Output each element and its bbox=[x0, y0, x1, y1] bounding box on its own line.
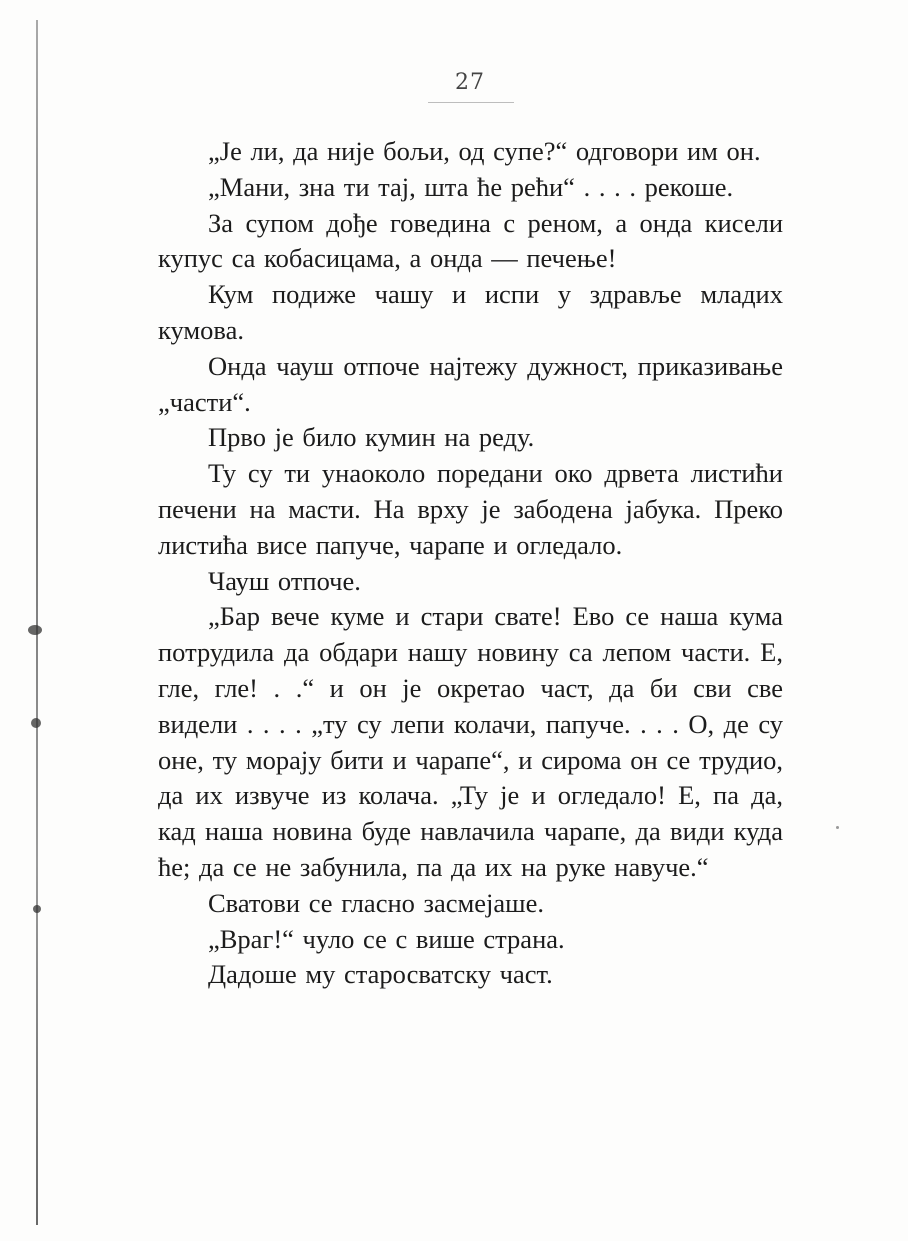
paragraph: „Враг!“ чуло се с више страна. bbox=[208, 923, 565, 954]
binding-edge bbox=[36, 20, 38, 1225]
paragraph: Прво је било кумин на реду. bbox=[208, 422, 535, 453]
ink-spot bbox=[28, 625, 42, 635]
page-number: 27 bbox=[455, 70, 485, 95]
paragraph: За супом дође говедина с реном, а онда кисели купус са кобасицама, а онда — печење! bbox=[158, 207, 783, 274]
paragraph: „Бар вече куме и стари свате! Ево се наша кума потрудила да обдари нашу новину са лепом части. Е, гле, гле! . .“ и он је окретао част, да би сви све видели . . . . „ту су лепи колачи, папуче. . . . О, де су оне, ту морају бити и чарапе“, и сирома он се трудио, да их извуче из колача. „Ту је и огледало! Е, па да, кад наша новина буде навлачила чарапе, да види куда ће; да се не забунила, па да их на руке навуче.“ bbox=[158, 601, 783, 882]
paragraph: Дадоше му старосватску част. bbox=[208, 959, 553, 990]
ink-spot bbox=[31, 718, 41, 728]
paragraph: Ту су ти унаоколо поредани око дрвета листићи печени на масти. На врху је забодена јабука. Преко листића висе папуче, чарапе и огледало. bbox=[158, 458, 783, 560]
body-text bbox=[158, 134, 783, 993]
paragraph: „Мани, зна ти тај, шта ће рећи“ . . . . рекоше. bbox=[208, 171, 734, 202]
stray-dot bbox=[836, 826, 839, 829]
paragraph: Кум подиже чашу и испи у здравље младих кумова. bbox=[158, 279, 783, 345]
ink-spot bbox=[33, 905, 41, 913]
paragraph: Сватови се гласно засмејаше. bbox=[208, 887, 544, 918]
paragraph: Чауш отпоче. bbox=[208, 565, 361, 596]
paragraph: „Је ли, да није бољи, од супе?“ одговори им он. bbox=[208, 136, 761, 166]
paragraph: Онда чауш отпоче најтежу дужност, приказивање „части“. bbox=[158, 350, 783, 417]
page-number-rule bbox=[428, 102, 514, 103]
